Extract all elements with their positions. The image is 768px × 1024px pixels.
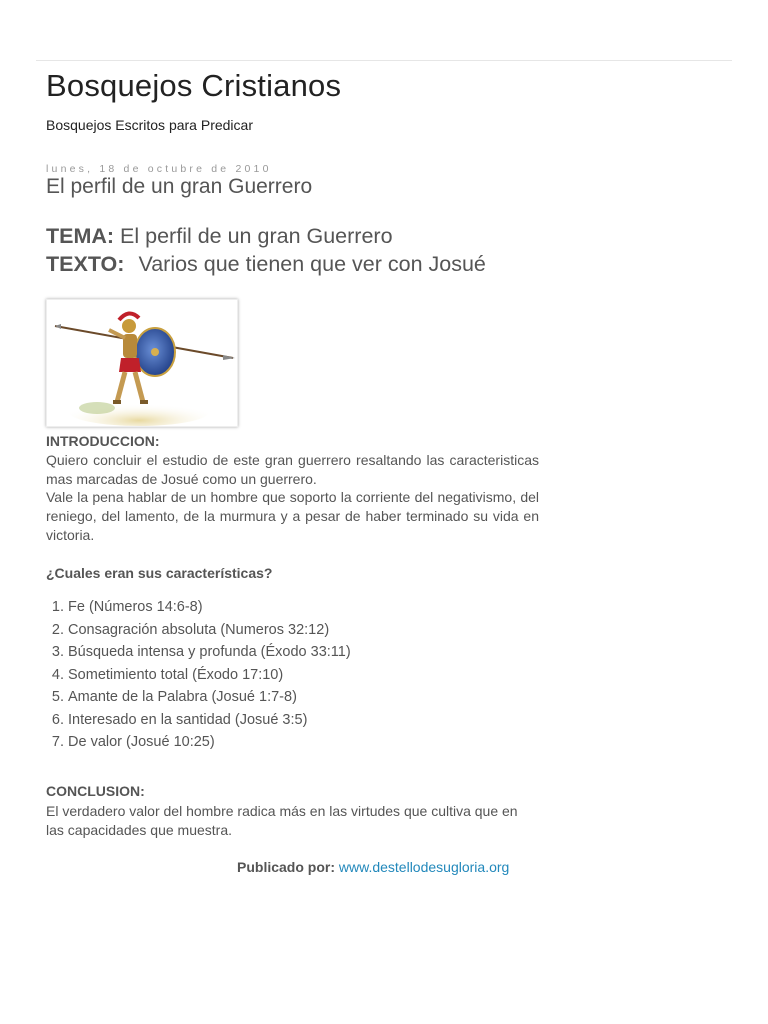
list-item: 2. Consagración absoluta (Numeros 32:12) <box>68 619 351 642</box>
list-item: 4. Sometimiento total (Éxodo 17:10) <box>68 664 351 687</box>
tema-label: TEMA: <box>46 224 115 248</box>
list-item: 3. Búsqueda intensa y profunda (Éxodo 33:11) <box>68 641 351 664</box>
list-item: 6. Interesado en la santidad (Josué 3:5) <box>68 709 351 732</box>
blog-title[interactable]: Bosquejos Cristianos <box>46 68 342 103</box>
tema-value: El perfil de un gran Guerrero <box>114 224 393 248</box>
conclusion-paragraph: El verdadero valor del hombre radica más en las virtudes que cultiva que en las capacidades que muestra. <box>46 803 518 838</box>
intro-paragraph-1: Quiero concluir el estudio de este gran guerrero resaltando las caracteristicas mas marcadas de Josué como un guerrero. <box>46 452 539 487</box>
texto-value: Varios que tienen que ver con Josué <box>138 252 486 276</box>
list-item: 1. Fe (Números 14:6-8) <box>68 596 351 619</box>
characteristics-question: ¿Cuales eran sus características? <box>46 565 273 581</box>
texto-label: TEXTO: <box>46 252 125 276</box>
list-item: 7. De valor (Josué 10:25) <box>68 731 351 754</box>
header-divider <box>36 60 732 61</box>
intro-heading: INTRODUCCION: <box>46 433 160 449</box>
characteristics-list <box>46 596 351 754</box>
warrior-icon <box>47 300 237 426</box>
published-by <box>237 859 509 875</box>
author-link[interactable]: www.destellodesugloria.org <box>338 859 510 875</box>
texto-line <box>46 252 486 277</box>
post-date: lunes, 18 de octubre de 2010 <box>46 163 272 175</box>
warrior-illustration[interactable] <box>46 299 238 427</box>
tema-line <box>46 224 393 249</box>
post-title[interactable]: El perfil de un gran Guerrero <box>46 175 313 198</box>
blog-description: Bosquejos Escritos para Predicar <box>46 117 253 133</box>
list-item: 5. Amante de la Palabra (Josué 1:7-8) <box>68 686 351 709</box>
conclusion-heading: CONCLUSION: <box>46 783 145 799</box>
published-label: Publicado por: <box>237 859 335 875</box>
intro-paragraph-2: Vale la pena hablar de un hombre que soporto la corriente del negativismo, del reniego, del lamento, de la murmura y a pesar de haber terminado su vida en victoria. <box>46 489 539 543</box>
